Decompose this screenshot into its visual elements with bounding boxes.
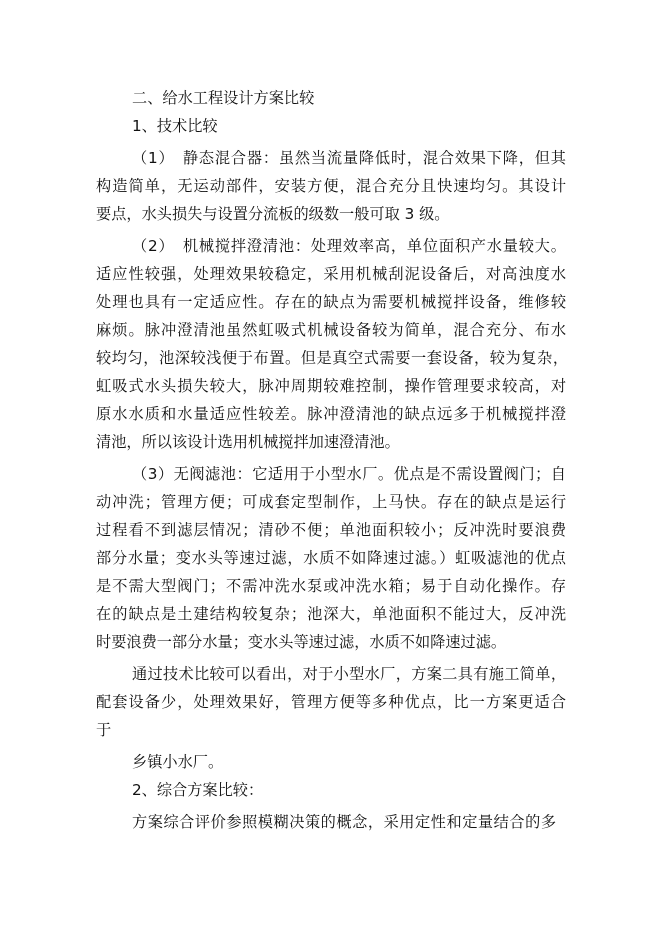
text-line: 较均匀，池深较浅便于布置。但是真空式需要一套设备，较为复杂，: [96, 349, 568, 367]
text-line: 原水水质和水量适应性较差。脉冲澄清池的缺点远多于机械搅拌澄: [96, 405, 566, 423]
text-line: 虹吸式水头损失较大，脉冲周期较难控制，操作管理要求较高，对: [96, 377, 566, 395]
text-line: （1） 静态混合器：虽然当流量降低时，混合效果下降，但其: [132, 149, 566, 167]
text-line: 乡镇小水厂。: [132, 753, 224, 771]
text-line: 处理也具有一定适应性。存在的缺点为需要机械搅拌设备，维修较: [96, 293, 566, 311]
section-heading: 二、给水工程设计方案比较: [132, 89, 315, 107]
text-line: 是不需大型阀门；不需冲洗水泵或冲洗水箱；易于自动化操作。存: [96, 577, 566, 595]
text-line: 部分水量；变水头等速过滤，水质不如降速过滤。）虹吸滤池的优点: [96, 549, 566, 567]
text-line: 适应性较强，处理效果较稳定，采用机械刮泥设备后，对高浊度水: [96, 265, 566, 283]
text-line: 构造简单，无运动部件，安装方便，混合充分且快速均匀。其设计: [96, 177, 566, 195]
subsection-heading-comprehensive: 2、综合方案比较：: [132, 781, 264, 799]
text-line: 过程看不到滤层情况；清砂不便；单池面积较小；反冲洗时要浪费: [96, 521, 566, 539]
text-line: （2） 机械搅拌澄清池：处理效率高，单位面积产水量较大。: [132, 237, 566, 255]
text-line: 时要浪费一部分水量；变水头等速过滤，水质不如降速过滤。: [96, 633, 507, 651]
text-line: 麻烦。脉冲澄清池虽然虹吸式机械设备较为简单，混合充分、布水: [96, 321, 566, 339]
text-line: 方案综合评价参照模糊决策的概念，采用定性和定量结合的多: [132, 813, 556, 831]
text-line: 于: [96, 721, 112, 739]
text-line: （3）无阀滤池：它适用于小型水厂。优点是不需设置阀门；自: [132, 465, 566, 483]
text-line: 动冲洗；管理方便；可成套定型制作，上马快。存在的缺点是运行: [96, 493, 566, 511]
text-line: 要点，水头损失与设置分流板的级数一般可取 3 级。: [96, 205, 450, 223]
text-line: 在的缺点是土建结构较复杂；池深大，单池面积不能过大，反冲洗: [96, 605, 566, 623]
text-line: 清池，所以该设计选用机械搅拌加速澄清池。: [96, 433, 400, 451]
text-line: 通过技术比较可以看出，对于小型水厂，方案二具有施工简单，: [132, 665, 566, 683]
subsection-heading-technical: 1、技术比较: [132, 117, 218, 135]
text-line: 配套设备少，处理效果好，管理方便等多种优点，比一方案更适合: [96, 693, 566, 711]
